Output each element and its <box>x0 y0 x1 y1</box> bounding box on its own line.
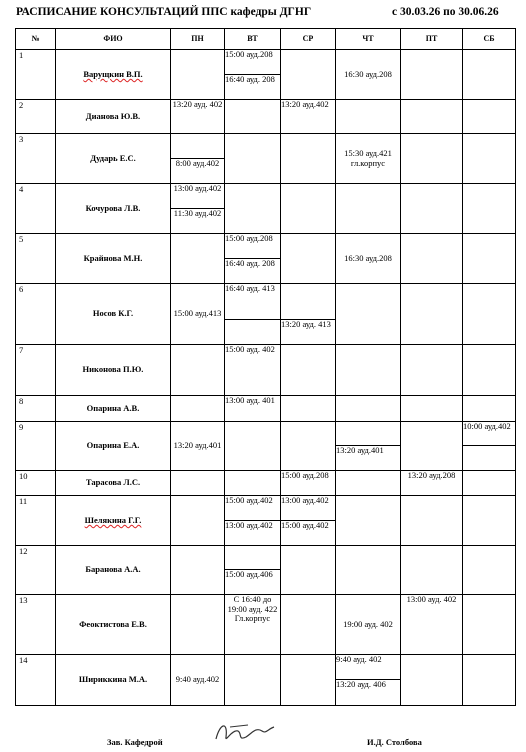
teacher-name: Шириккина М.А. <box>56 655 171 706</box>
slot-wed: 15:00 ауд.208 <box>281 471 336 496</box>
teacher-name: Дударь Е.С. <box>56 134 171 184</box>
col-header-wed: СР <box>281 29 336 50</box>
slot-tue: С 16:40 до 19:00 ауд. 422 Гл.корпус <box>225 595 281 655</box>
table-row <box>16 655 516 680</box>
slot-thu: 16:30 ауд.208 <box>336 50 401 100</box>
row-number: 5 <box>16 234 56 284</box>
teacher-name: Феоктистова Е.В. <box>56 595 171 655</box>
col-header-thu: ЧТ <box>336 29 401 50</box>
col-header-name: ФИО <box>56 29 171 50</box>
slot-thu: 15:30 ауд.421 гл.корпус <box>336 134 401 184</box>
row-number: 2 <box>16 100 56 134</box>
row-number: 8 <box>16 396 56 422</box>
table-row <box>16 50 516 75</box>
row-number: 3 <box>16 134 56 184</box>
slot-mon: 8:00 ауд.402 <box>171 159 225 184</box>
slot-mon: 13:20 ауд. 402 <box>171 100 225 134</box>
title-text: РАСПИСАНИЕ КОНСУЛЬТАЦИЙ ППС кафедры ДГНГ <box>16 6 312 18</box>
slot-sat: 10:00 ауд.402 <box>463 422 516 446</box>
teacher-name: Тарасова Л.С. <box>56 471 171 496</box>
table-row <box>16 496 516 521</box>
slot-mon: 13:00 ауд.402 <box>171 184 225 209</box>
date-range: с 30.03.26 по 30.06.26 <box>392 6 499 18</box>
slot-tue: 15:00 ауд.402 <box>225 496 281 521</box>
slot-mon: 13:20 ауд.401 <box>171 422 225 471</box>
row-number: 12 <box>16 546 56 595</box>
header-row <box>16 29 516 50</box>
teacher-name <box>56 496 171 546</box>
teacher-name: Опарина А.В. <box>56 396 171 422</box>
teacher-name-text: Шелякина Г.Г. <box>84 514 142 525</box>
slot-thu: 19:00 ауд. 402 <box>336 595 401 655</box>
slot-tue: 15:00 ауд.208 <box>225 50 281 75</box>
slot-tue: 15:00 ауд. 402 <box>225 345 281 396</box>
table-row <box>16 396 516 422</box>
slot-thu: 9:40 ауд. 402 <box>336 655 401 680</box>
table-row <box>16 595 516 655</box>
slot-tue: 16:40 ауд. 208 <box>225 75 281 100</box>
table-row <box>16 234 516 259</box>
row-number: 6 <box>16 284 56 345</box>
table-row <box>16 546 516 570</box>
row-number: 14 <box>16 655 56 706</box>
slot-wed: 13:20 ауд.402 <box>281 100 336 134</box>
teacher-name: Дианова Ю.В. <box>56 100 171 134</box>
teacher-name <box>56 50 171 100</box>
slot-mon: 15:00 ауд.413 <box>171 284 225 345</box>
row-number: 1 <box>16 50 56 100</box>
table-row <box>16 345 516 396</box>
slot-tue: 15:00 ауд.208 <box>225 234 281 259</box>
slot-tue: 13:00 ауд. 401 <box>225 396 281 422</box>
schedule-table <box>15 28 516 706</box>
slot-thu: 16:30 ауд.208 <box>336 234 401 284</box>
teacher-name-text: Варущкин В.П. <box>83 68 143 79</box>
row-number: 10 <box>16 471 56 496</box>
teacher-name: Опарина Е.А. <box>56 422 171 471</box>
table-row <box>16 422 516 446</box>
col-header-sat: СБ <box>463 29 516 50</box>
table-row <box>16 284 516 320</box>
teacher-name: Никонова П.Ю. <box>56 345 171 396</box>
col-header-mon: ПН <box>171 29 225 50</box>
signatory-name: И.Д. Столбова <box>367 737 422 747</box>
slot-thu: 13:20 ауд.401 <box>336 446 401 471</box>
slot-tue: 16:40 ауд. 413 <box>225 284 281 320</box>
teacher-name: Баранова А.А. <box>56 546 171 595</box>
col-header-tue: ВТ <box>225 29 281 50</box>
table-row <box>16 184 516 209</box>
row-number: 13 <box>16 595 56 655</box>
col-header-num: № <box>16 29 56 50</box>
teacher-name: Крайнова М.Н. <box>56 234 171 284</box>
slot-tue: 16:40 ауд. 208 <box>225 259 281 284</box>
slot-thu: 13:20 ауд. 406 <box>336 680 401 706</box>
slot-mon: 9:40 ауд.402 <box>171 655 225 706</box>
table-row <box>16 471 516 496</box>
slot-wed: 15:00 ауд.402 <box>281 521 336 546</box>
slot-fri: 13:20 ауд.208 <box>401 471 463 496</box>
page-title <box>16 6 516 18</box>
row-number: 4 <box>16 184 56 234</box>
head-of-department-label: Зав. Кафедрой <box>107 737 163 747</box>
slot-mon: 11:30 ауд.402 <box>171 209 225 234</box>
table-row <box>16 134 516 159</box>
slot-fri: 13:00 ауд. 402 <box>401 595 463 655</box>
row-number: 9 <box>16 422 56 471</box>
table-row <box>16 100 516 134</box>
row-number: 11 <box>16 496 56 546</box>
slot-tue: 15:00 ауд.406 <box>225 570 281 595</box>
teacher-name: Кочурова Л.В. <box>56 184 171 234</box>
signature <box>208 717 278 747</box>
slot-wed: 13:00 ауд.402 <box>281 496 336 521</box>
col-header-fri: ПТ <box>401 29 463 50</box>
slot-tue: 13:00 ауд.402 <box>225 521 281 546</box>
row-number: 7 <box>16 345 56 396</box>
teacher-name: Носов К.Г. <box>56 284 171 345</box>
slot-wed: 13:20 ауд. 413 <box>281 320 336 345</box>
